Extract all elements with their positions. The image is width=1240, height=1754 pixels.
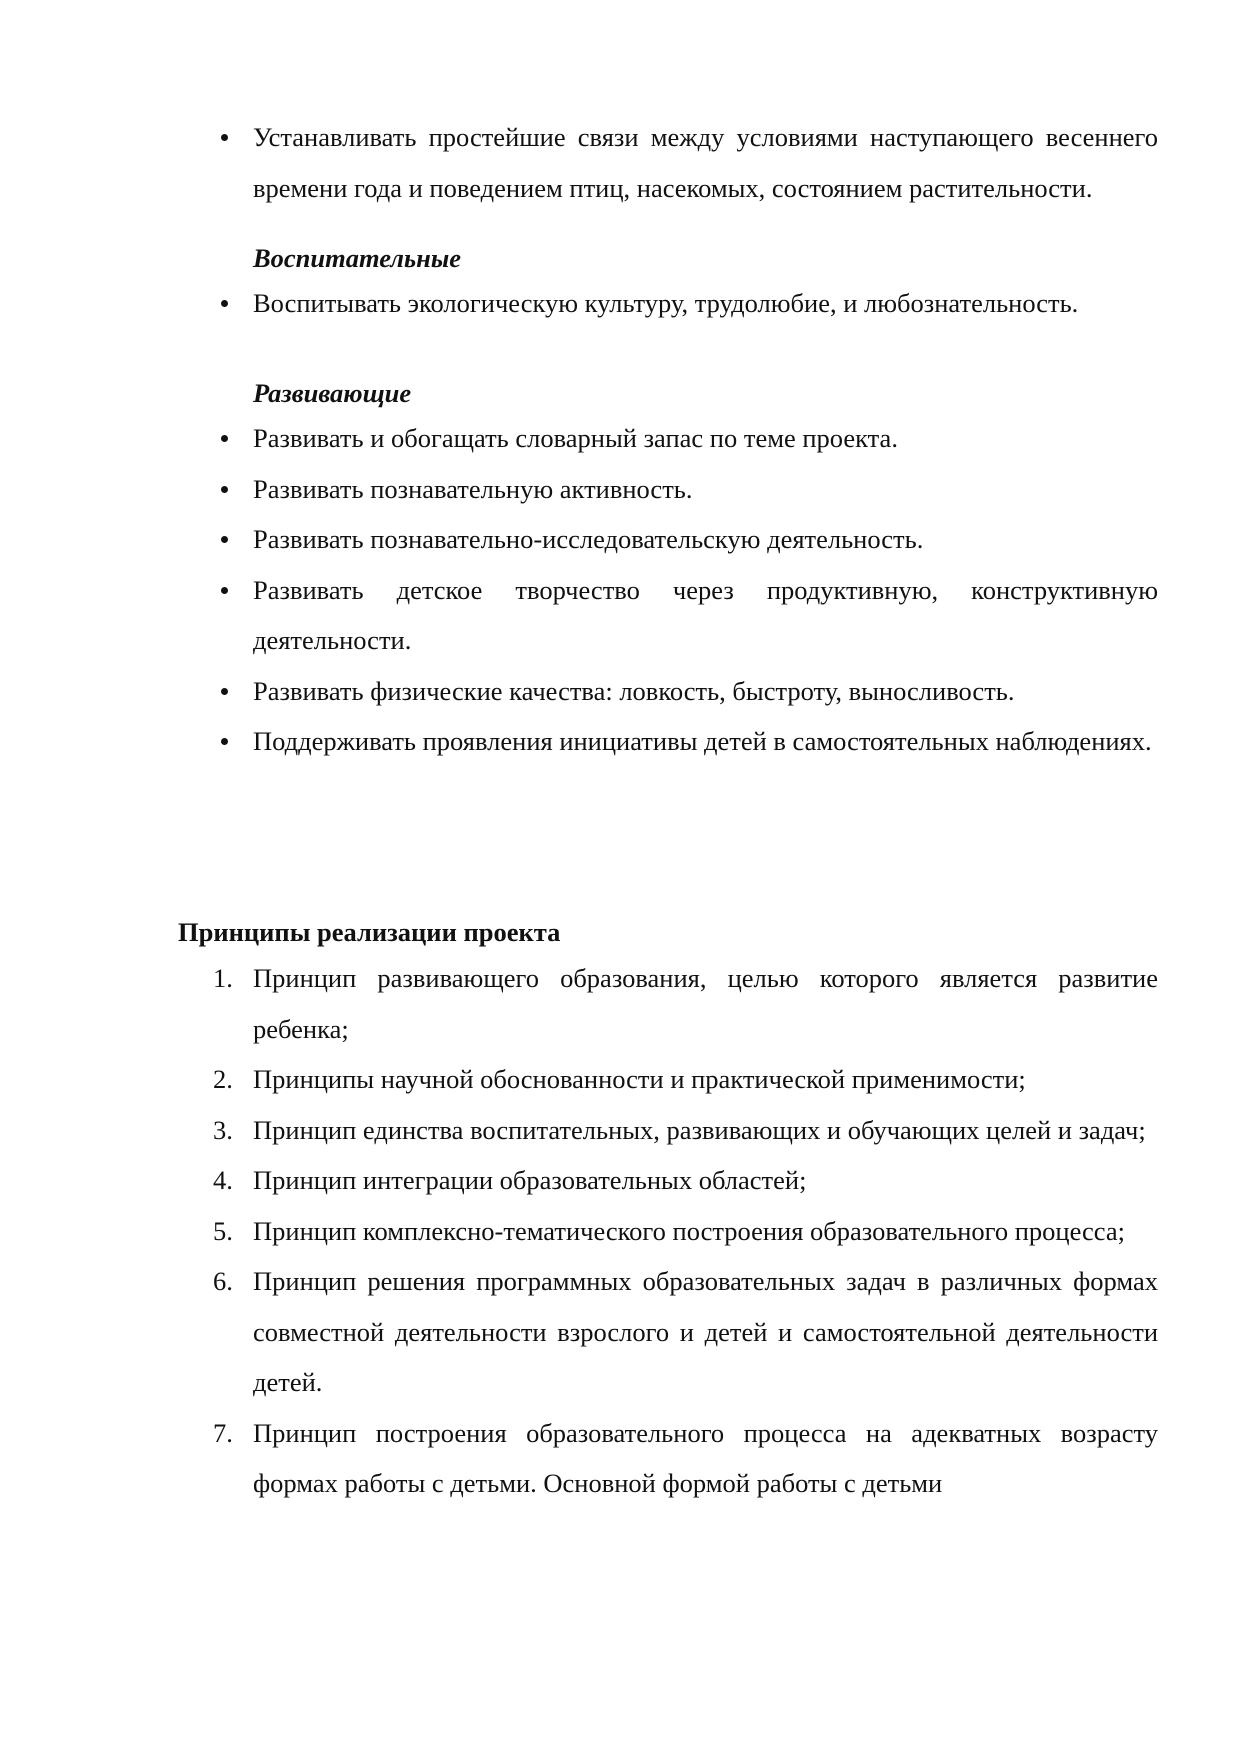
bullet-icon (221, 300, 228, 307)
developing-bullet-item (0, 514, 1158, 565)
developing-bullet-item (0, 413, 1158, 464)
principle-text: Принцип комплексно-тематического построения образовательного процесса; (253, 1215, 1126, 1246)
principle-text: Принцип единства воспитательных, развивающих и обучающих целей и задач; (253, 1114, 1146, 1145)
bullet-icon (221, 587, 228, 594)
upbringing-heading: Воспитательные (253, 243, 461, 273)
upbringing-bullet-text: Воспитывать экологическую культуру, трудолюбие, и любознательность. (253, 288, 1079, 318)
principle-number: 3. (213, 1114, 233, 1145)
principle-text: Принцип развивающего образования, целью которого является развитие ребенка; (253, 963, 1158, 1044)
upbringing-heading-block (0, 233, 1240, 284)
principle-item (0, 1105, 1158, 1156)
principle-number: 7. (213, 1417, 233, 1448)
developing-bullet-text: Поддерживать проявления инициативы детей в самостоятельных наблюдениях. (253, 726, 1152, 756)
developing-list-block (0, 413, 1240, 767)
principle-text: Принцип решения программных образовательных задач в различных формах совместной деятельности взрослого и детей и самостоятельной деятельности детей. (253, 1266, 1158, 1397)
principles-list-block (0, 953, 1240, 1509)
principles-heading-block (0, 907, 1240, 958)
bullet-icon (221, 134, 228, 141)
principle-number: 1. (213, 963, 233, 993)
upbringing-list-block (0, 278, 1240, 329)
principle-item (0, 1256, 1158, 1408)
bullet-icon (221, 486, 228, 493)
developing-bullet-item (0, 464, 1158, 515)
principle-number: 6. (213, 1266, 233, 1296)
developing-bullet-text: Развивать познавательно-исследовательскую деятельность. (253, 524, 924, 554)
principle-number: 2. (213, 1064, 233, 1094)
goal-bullet-item (0, 112, 1158, 213)
bullet-icon (221, 738, 228, 745)
developing-bullet-item (0, 565, 1158, 666)
bullet-icon (221, 688, 228, 695)
developing-heading: Развивающие (253, 378, 412, 408)
principle-text: Принципы научной обоснованности и практической применимости; (253, 1064, 1026, 1094)
bullet-icon (221, 435, 228, 442)
principle-text: Принцип интеграции образовательных областей; (253, 1165, 807, 1195)
principles-heading: Принципы реализации проекта (178, 917, 561, 947)
principle-number: 4. (213, 1165, 233, 1195)
goal-bullet-text: Устанавливать простейшие связи между условиями наступающего весеннего времени года и поведением птиц, насекомых, состоянием растительности. (253, 122, 1158, 203)
principle-item (0, 1155, 1158, 1206)
upbringing-bullet-item (0, 278, 1158, 329)
bullet-icon (221, 536, 228, 543)
developing-bullet-text: Развивать физические качества: ловкость, быстроту, выносливость. (253, 675, 1015, 706)
principle-text: Принцип построения образовательного процесса на адекватных возрасту формах работы с детьми. Основной формой работы с детьми (253, 1417, 1158, 1498)
principle-item (0, 953, 1158, 1054)
principle-item (0, 1054, 1158, 1105)
developing-bullet-item (0, 666, 1158, 717)
developing-bullet-text: Развивать детское творчество через продуктивную, конструктивную деятельности. (253, 574, 1158, 655)
developing-bullet-text: Развивать и обогащать словарный запас по теме проекта. (253, 423, 898, 453)
developing-bullet-text: Развивать познавательную активность. (253, 473, 693, 504)
developing-heading-block (0, 368, 1240, 419)
principle-item (0, 1408, 1158, 1509)
principle-number: 5. (213, 1215, 233, 1246)
principle-item (0, 1206, 1158, 1257)
developing-bullet-item (0, 716, 1158, 767)
goals-first-bullet-block (0, 112, 1240, 213)
